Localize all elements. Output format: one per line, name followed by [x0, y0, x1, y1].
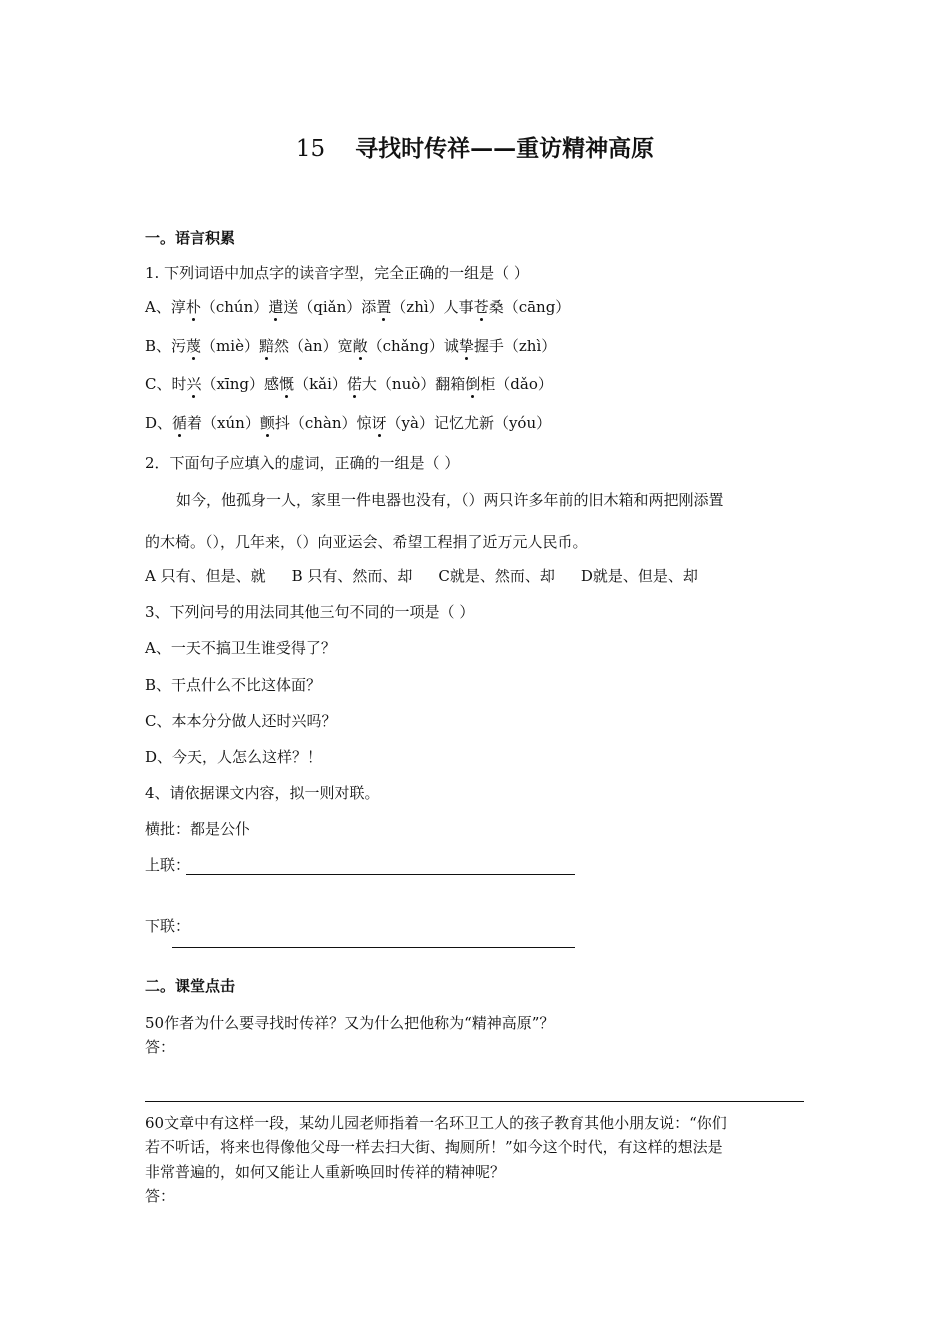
q2-passage-line2: 的木椅。（），几年来，（）向亚运会、希望工程捐了近万元人民币。 — [145, 533, 588, 551]
q1-option-d: D、循着（xún）颤抖（chàn）惊讶（yà）记忆尤新（yóu） — [145, 414, 552, 432]
q2-option-b: B 只有、然而、却 — [291, 567, 413, 585]
lesson-number: 15 — [295, 136, 326, 162]
q5-answer-line[interactable] — [145, 1101, 804, 1102]
xialian-answer-line[interactable] — [172, 947, 575, 948]
q6-line1: 60文章中有这样一段，某幼儿园老师指着一名环卫工人的孩子教育其他小朋友说：“你们 — [145, 1114, 727, 1132]
q1-option-b: B、污蔑（miè）黯然（àn）宽敞（chǎng）诚挚握手（zhì） — [145, 337, 557, 355]
q1-option-a: A、淳朴（chún）遣送（qiǎn）添置（zhì）人事苍桑（cāng） — [145, 298, 571, 316]
q2-passage-line1: 如今，他孤身一人，家里一件电器也没有，（）两只许多年前的旧木箱和两把刚添置 — [176, 491, 724, 509]
q2-prompt: 2．下面句子应填入的虚词，正确的一组是（ ） — [145, 454, 460, 472]
section1-heading: 一。语言积累 — [145, 229, 236, 247]
q3-option-c: C、本本分分做人还时兴吗？ — [145, 712, 337, 730]
q3-option-b: B、干点什么不比这体面？ — [145, 676, 322, 694]
q1-prompt: 1. 下列词语中加点字的读音字型，完全正确的一组是（ ） — [145, 264, 529, 282]
shanglian-answer-line[interactable] — [186, 874, 575, 875]
q3-prompt: 3、下列问号的用法同其他三句不同的一项是（ ） — [145, 603, 475, 621]
page-title — [0, 134, 950, 164]
q5-prompt: 50作者为什么要寻找时传祥？又为什么把他称为“精神高原”？ — [145, 1014, 555, 1032]
q2-option-c: C就是、然而、却 — [438, 567, 555, 585]
q6-line2: 若不听话，将来也得像他父母一样去扫大街、掏厕所！”如今这个时代，有这样的想法是 — [145, 1138, 723, 1156]
q4-hengpi: 横批：都是公仆 — [145, 820, 251, 838]
q1-option-c: C、时兴（xīng）感慨（kǎi）偌大（nuò）翻箱倒柜（dǎo） — [145, 375, 553, 393]
q2-option-a: A 只有、但是、就 — [145, 567, 266, 585]
q5-answer-label: 答： — [145, 1038, 176, 1056]
q4-shanglian-label: 上联： — [145, 856, 191, 874]
q2-options — [145, 566, 724, 586]
section2-heading: 二。课堂点击 — [145, 977, 236, 995]
q4-prompt: 4、请依据课文内容，拟一则对联。 — [145, 784, 380, 802]
q3-option-a: A、一天不搞卫生谁受得了？ — [145, 639, 336, 657]
q6-line3: 非常普遍的，如何又能让人重新唤回时传祥的精神呢？ — [145, 1163, 506, 1181]
q3-option-d: D、今天，人怎么这样？！ — [145, 748, 323, 766]
lesson-title: 寻找时传祥——重访精神高原 — [355, 135, 655, 162]
q6-answer-label: 答： — [145, 1187, 176, 1205]
q2-option-d: D就是、但是、却 — [580, 567, 698, 585]
q4-xialian-label: 下联： — [145, 917, 191, 935]
